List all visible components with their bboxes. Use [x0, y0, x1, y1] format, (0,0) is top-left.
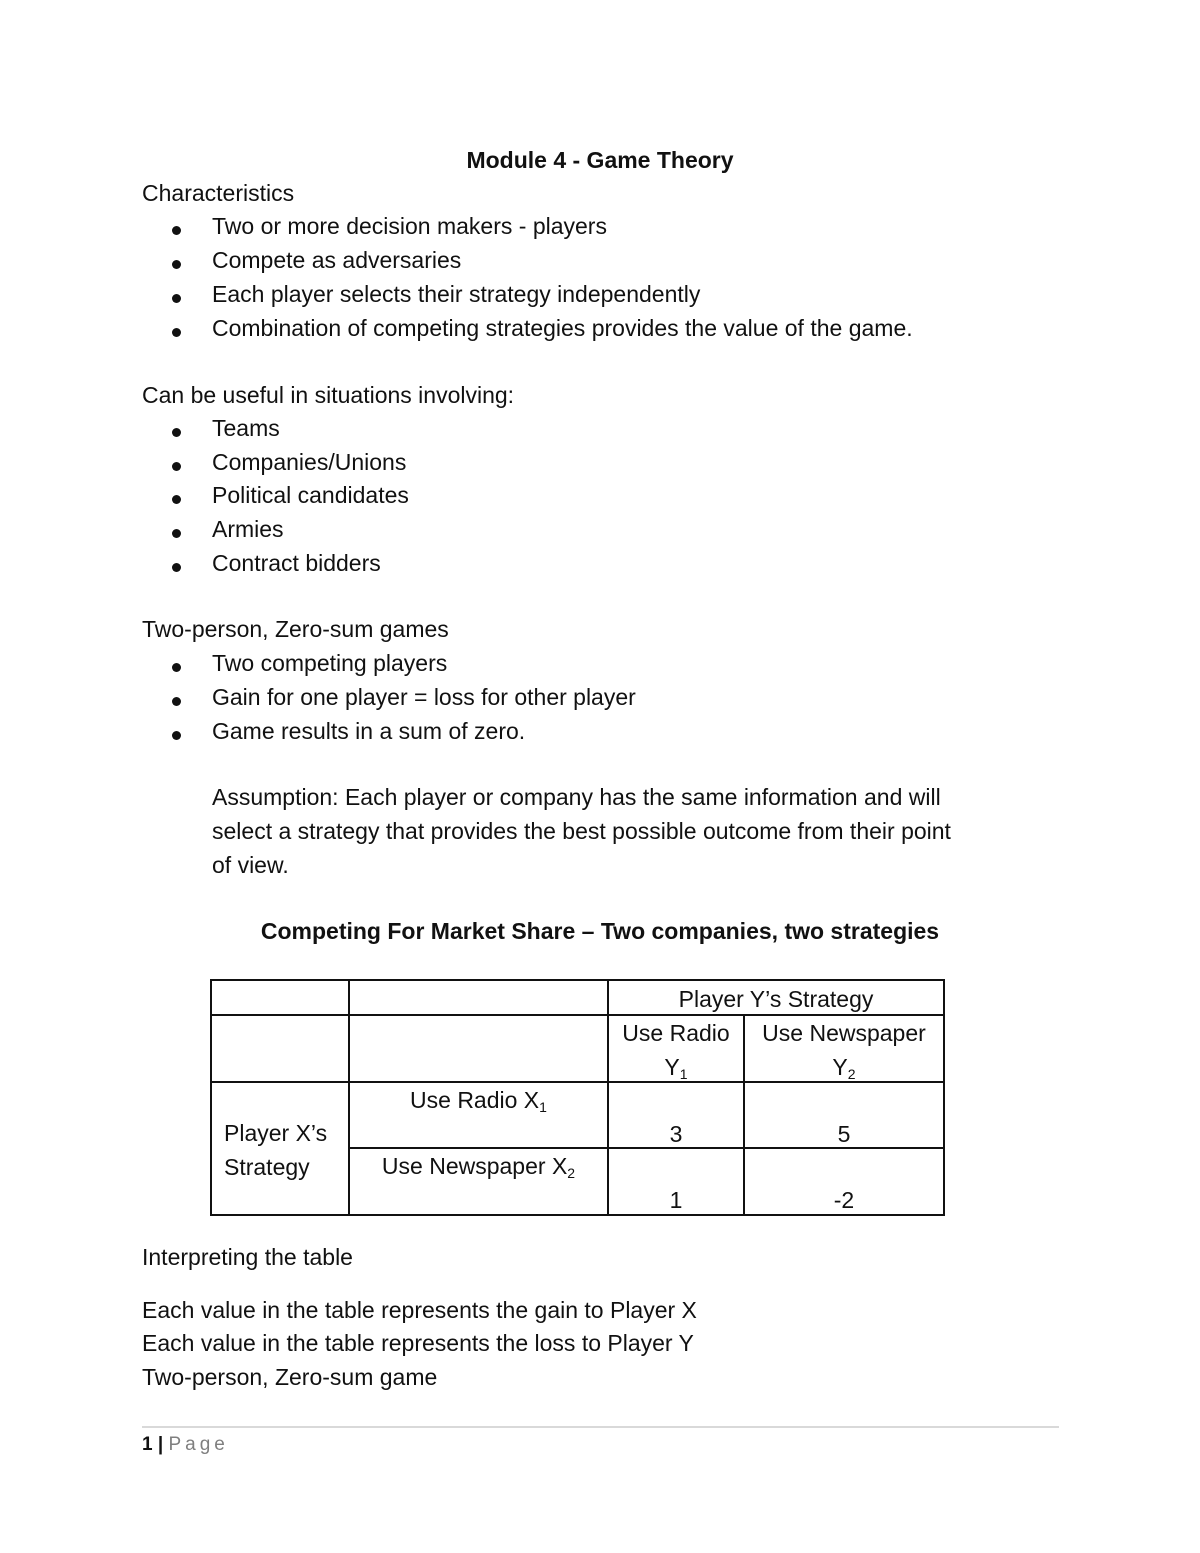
y2-header-cell — [744, 1015, 944, 1082]
bullet-icon — [172, 212, 181, 242]
y1-label: Use Radio — [622, 1020, 730, 1046]
interpreting-line: Each value in the table represents the loss to Player Y — [142, 1330, 694, 1356]
bullet-icon — [172, 717, 181, 747]
bullet-icon — [172, 280, 181, 310]
payoff-cell — [744, 1148, 944, 1215]
x2-label-cell — [349, 1148, 608, 1215]
bullet-icon — [172, 314, 181, 344]
page-footer — [142, 1432, 229, 1458]
payoff-table — [210, 979, 945, 1216]
bullet-icon — [172, 515, 181, 545]
list-item: Each player selects their strategy independently — [212, 281, 701, 307]
assumption-line: select a strategy that provides the best possible outcome from their point — [212, 818, 951, 844]
y2-symbol: $Y_2$ — [832, 1054, 856, 1082]
x1-label: Use Radio $X_1$ — [410, 1087, 547, 1115]
table-row — [211, 1082, 944, 1148]
characteristics-heading: Characteristics — [142, 180, 295, 206]
list-item: Political candidates — [212, 482, 409, 508]
list-item: Combination of competing strategies provides the value of the game. — [212, 315, 913, 341]
payoff-value: -2 — [833, 1187, 855, 1213]
x2-label: Use Newspaper $X_2$ — [381, 1153, 576, 1181]
y-strategy-header-cell — [608, 980, 944, 1015]
bullet-icon — [172, 448, 181, 478]
footer-divider — [142, 1426, 1059, 1428]
assumption-line: of view. — [212, 852, 289, 878]
useful-heading: Can be useful in situations involving: — [142, 382, 515, 408]
list-item: Compete as adversaries — [212, 247, 462, 273]
x1-label-cell — [349, 1082, 608, 1148]
list-item: Companies/Unions — [212, 449, 407, 475]
bullet-icon — [172, 481, 181, 511]
interpreting-line: Two-person, Zero-sum game — [142, 1364, 438, 1390]
table-cell — [349, 1015, 608, 1082]
bullet-icon — [172, 246, 181, 276]
page-title: Module 4 - Game Theory — [466, 147, 734, 173]
table-title: Competing For Market Share – Two companies, two strategies — [260, 918, 940, 944]
x-strategy-line1: Player X’s — [224, 1120, 328, 1146]
table-cell — [349, 980, 608, 1015]
list-item: Game results in a sum of zero. — [212, 718, 526, 744]
list-item: Contract bidders — [212, 550, 381, 576]
y-strategy-header: Player Y’s Strategy — [678, 986, 874, 1012]
assumption-line: Assumption: Each player or company has the same information and will — [212, 784, 941, 810]
table-row — [211, 1015, 944, 1082]
payoff-value: 1 — [669, 1187, 683, 1213]
list-item: Armies — [212, 516, 284, 542]
payoff-cell — [608, 1148, 744, 1215]
bullet-icon — [172, 549, 181, 579]
interpreting-line: Each value in the table represents the gain to Player X — [142, 1297, 697, 1323]
page-number: 1 — [142, 1434, 153, 1455]
table-cell — [211, 1015, 349, 1082]
table-row — [211, 980, 944, 1015]
page-label: Page — [168, 1434, 229, 1455]
payoff-value: 5 — [837, 1121, 851, 1147]
y1-symbol: $Y_1$ — [664, 1054, 688, 1082]
x-strategy-cell — [211, 1082, 349, 1215]
list-item: Two or more decision makers - players — [212, 213, 607, 239]
bullet-icon — [172, 649, 181, 679]
list-item: Gain for one player = loss for other player — [212, 684, 636, 710]
y2-label: Use Newspaper — [762, 1020, 926, 1046]
payoff-value: 3 — [669, 1121, 683, 1147]
interpreting-heading: Interpreting the table — [142, 1244, 353, 1270]
bullet-icon — [172, 683, 181, 713]
list-item: Two competing players — [212, 650, 448, 676]
bullet-icon — [172, 414, 181, 444]
y1-header-cell — [608, 1015, 744, 1082]
zero-sum-heading: Two-person, Zero-sum games — [142, 616, 449, 642]
table-cell — [211, 980, 349, 1015]
payoff-cell — [608, 1082, 744, 1148]
x-strategy-line2: Strategy — [224, 1154, 310, 1180]
payoff-cell — [744, 1082, 944, 1148]
list-item: Teams — [212, 415, 280, 441]
footer-separator: | — [157, 1434, 164, 1455]
